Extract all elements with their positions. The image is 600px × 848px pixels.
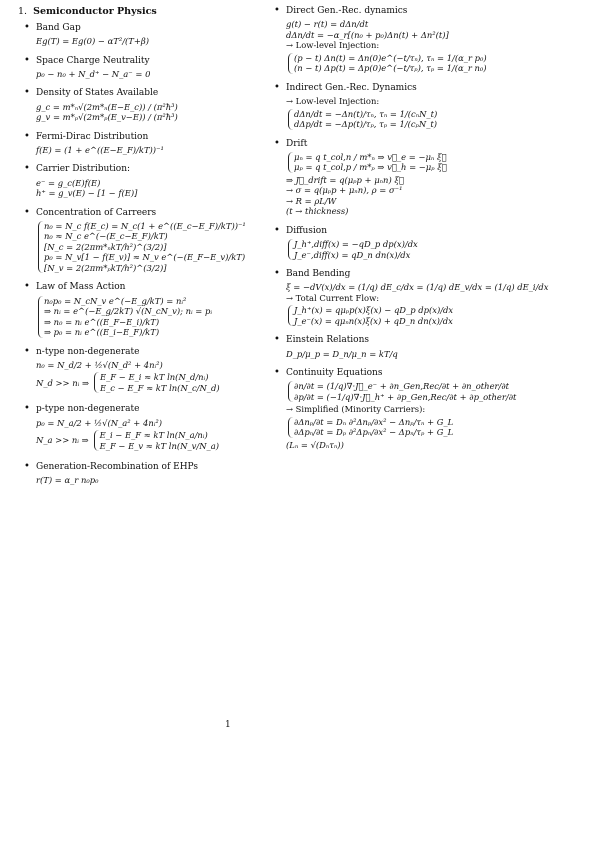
equation: → σ = q(μₚp + μₙn), ρ = σ⁻¹ [286, 185, 403, 196]
equation: (t → thickness) [286, 206, 349, 217]
item-title: • n-type non-degenerate [36, 346, 140, 357]
right-column [268, 6, 586, 459]
equation: ∂Δpₙ/∂t = Dₚ ∂²Δpₙ/∂x² − Δpₙ/τₚ + G_L [294, 427, 454, 438]
equation: Eg(T) = Eg(0) − αT²/(T+β) [36, 36, 150, 47]
equation: (Lₙ = √(Dₙτₙ)) [286, 439, 344, 450]
equation-system [288, 152, 586, 173]
item-p-type [36, 404, 248, 453]
item-title: • Carrier Distribution: [36, 164, 131, 175]
item-direct-gen-rec [286, 6, 586, 74]
equation: g_v = m*ₚ√(2m*ₚ(E_v−E)) / (π²ħ³) [36, 112, 178, 123]
equation: p₀ = N_v[1 − f(E_v)] ≈ N_v e^(−(E_F−E_v)/kT) [44, 252, 246, 263]
equation: g_c = m*ₙ√(2m*ₙ(E−E_c)) / (π²ħ³) [36, 101, 178, 112]
equation: ⇒ nᵢ = e^(−E_g/2kT) √(N_cN_v); nᵢ = pᵢ [44, 306, 213, 317]
item-title: • Concentration of Carreers [36, 207, 157, 218]
item-title: • Band Gap [36, 22, 81, 33]
equation: [N_c = 2(2πm*ₙkT/h²)^(3/2)] [44, 241, 167, 252]
equation-system [288, 305, 586, 326]
item-title: • Direct Gen.-Rec. dynamics [286, 6, 408, 16]
equation: ⇒ n₀ = nᵢ e^((E_F−E_i)/kT) [44, 316, 160, 327]
left-column [18, 6, 248, 495]
equation: g(t) − r(t) = dΔn/dt [286, 19, 369, 30]
item-einstein-relations [286, 335, 586, 359]
equation: J_h⁺(x) = qμₚp(x)ξ(x) − qD_p dp(x)/dx [294, 305, 454, 316]
equation-system [288, 53, 586, 74]
equation: ⇒ p₀ = nᵢ e^((E_i−E_F)/kT) [44, 327, 160, 338]
item-space-charge [36, 56, 248, 80]
equation: D_p/μ_p = D_n/μ_n = kT/q [286, 348, 398, 359]
equation: ∂n/∂t = (1/q)∇·J⃗_e⁻ + ∂n_Gen,Rec/∂t + ∂n_other/∂t [294, 381, 510, 392]
equation: e⁻ = g_c(E)f(E) [36, 177, 101, 188]
note: → Low-level Injection: [286, 40, 380, 51]
equation: dΔp/dt = −Δp(t)/τₚ, τₚ = 1/(cₚN_t) [294, 119, 438, 129]
equation: dΔn/dt = −α_r[(n₀ + p₀)Δn(t) + Δn²(t)] [286, 29, 449, 40]
equation: E_i − E_F ≈ kT ln(N_a/nᵢ) [99, 430, 208, 441]
item-concentration [36, 208, 248, 274]
equation: ∂p/∂t = (−1/q)∇·J⃗_h⁺ + ∂p_Gen,Rec/∂t + ∂p_other/∂t [294, 391, 517, 402]
equation-system [38, 221, 248, 274]
item-diffusion [286, 226, 586, 260]
item-density-of-states [36, 88, 248, 122]
equation: ⇒ J⃗_drift = q(μₚp + μₙn) ξ⃗ [286, 174, 405, 185]
item-title: • Fermi-Dirac Distribution [36, 131, 149, 142]
equation-system [288, 417, 586, 438]
equation: p₀ = N_a/2 + ½√(N_a² + 4nᵢ²) [36, 417, 163, 428]
item-title: • Generation-Recombination of EHPs [36, 462, 198, 473]
item-title: • Diffusion [286, 225, 327, 236]
equation: E_F − E_i ≈ kT ln(N_d/nᵢ) [100, 372, 209, 383]
item-mass-action [36, 282, 248, 337]
equation: J_h⁺,diff(x) = −qD_p dp(x)/dx [294, 239, 418, 249]
equation: f(E) = (1 + e^((E−E_F)/kT))⁻¹ [36, 144, 164, 155]
equation: (n − t) Δp(t) = Δp(0)e^(−t/τₚ), τₚ = 1/(α_r n₀) [294, 63, 487, 74]
item-title: • Band Bending [286, 269, 351, 279]
equation: h⁺ = g_v(E) − [1 − f(E)] [36, 188, 138, 199]
item-title: • Einstein Relations [286, 335, 370, 346]
equation: p₀ − n₀ + N_d⁺ − N_a⁻ = 0 [36, 68, 151, 79]
equation-system [38, 296, 248, 338]
item-indirect-gen-rec [286, 83, 586, 130]
item-carrier-distribution [36, 164, 248, 198]
equation-system [94, 430, 219, 451]
equation: μₚ = q t_col,p / m*ₚ ⇒ v⃗_h = −μₚ ξ⃗ [294, 162, 447, 173]
equation: (p − t) Δn(t) = Δn(0)e^(−t/τₙ), τₙ = 1/(α_r p₀) [294, 52, 487, 63]
item-band-bending [286, 269, 586, 326]
equation-system [94, 372, 220, 393]
item-title: • Density of States Available [36, 88, 159, 99]
condition: N_d >> nᵢ ⇒ [36, 377, 89, 388]
equation: ∂Δnₚ/∂t = Dₙ ∂²Δnₚ/∂x² − Δnₚ/τₙ + G_L [294, 416, 454, 427]
equation: J_e⁻,diff(x) = qD_n dn(x)/dx [294, 249, 411, 260]
condition: N_a >> nᵢ ⇒ [36, 435, 89, 446]
equation: μₙ = q t_col,n / m*ₙ ⇒ v⃗_e = −μₙ ξ⃗ [294, 151, 447, 162]
item-title: • Indirect Gen.-Rec. Dynamics [286, 82, 417, 93]
equation: → R = ρL/W [286, 195, 337, 206]
equation: E_c − E_F ≈ kT ln(N_c/N_d) [100, 382, 220, 393]
section-number: 1. [18, 6, 28, 17]
page-number: 1 [225, 720, 231, 730]
equation: n₀ ≈ N_c e^(−(E_c−E_F)/kT) [44, 231, 168, 242]
equation-system [288, 239, 586, 260]
item-generation-recombination [36, 462, 248, 486]
equation-system [288, 109, 586, 130]
item-title: • p-type non-degenerate [36, 404, 140, 415]
item-drift [286, 139, 586, 217]
equation: J_e⁻(x) = qμₙn(x)ξ(x) + qD_n dn(x)/dx [294, 315, 453, 326]
equation: n₀ = N_c f(E_c) = N_c(1 + e^((E_c−E_F)/kT))⁻¹ [44, 220, 246, 231]
note: → Low-level Injection: [286, 96, 380, 106]
item-title: • Drift [286, 138, 308, 149]
item-n-type [36, 347, 248, 396]
item-continuity-equations [286, 368, 586, 450]
section-title [18, 6, 248, 18]
item-band-gap [36, 23, 248, 47]
equation: [N_v = 2(2πm*ₚkT/h²)^(3/2)] [44, 262, 167, 273]
equation: dΔn/dt = −Δn(t)/τₙ, τₙ = 1/(cₙN_t) [294, 108, 438, 119]
equation: ξ = −dV(x)/dx = (1/q) dE_c/dx = (1/q) dE_v/dx = (1/q) dE_i/dx [286, 282, 549, 293]
item-fermi-dirac [36, 132, 248, 156]
item-title: • Continuity Equations [286, 368, 383, 378]
section-name: Semiconductor Physics [33, 6, 157, 17]
note: → Total Current Flow: [286, 292, 380, 303]
equation-system [288, 381, 586, 402]
equation: n₀ = N_d/2 + ½√(N_d² + 4nᵢ²) [36, 359, 163, 370]
equation: n₀p₀ = N_cN_v e^(−E_g/kT) = nᵢ² [44, 295, 187, 306]
item-title: • Space Charge Neutrality [36, 55, 150, 66]
equation: E_F − E_v ≈ kT ln(N_v/N_a) [99, 440, 219, 451]
equation: r(T) = α_r n₀p₀ [36, 475, 99, 486]
item-title: • Law of Mass Action [36, 282, 126, 293]
note: → Simplified (Minority Carriers): [286, 404, 426, 415]
